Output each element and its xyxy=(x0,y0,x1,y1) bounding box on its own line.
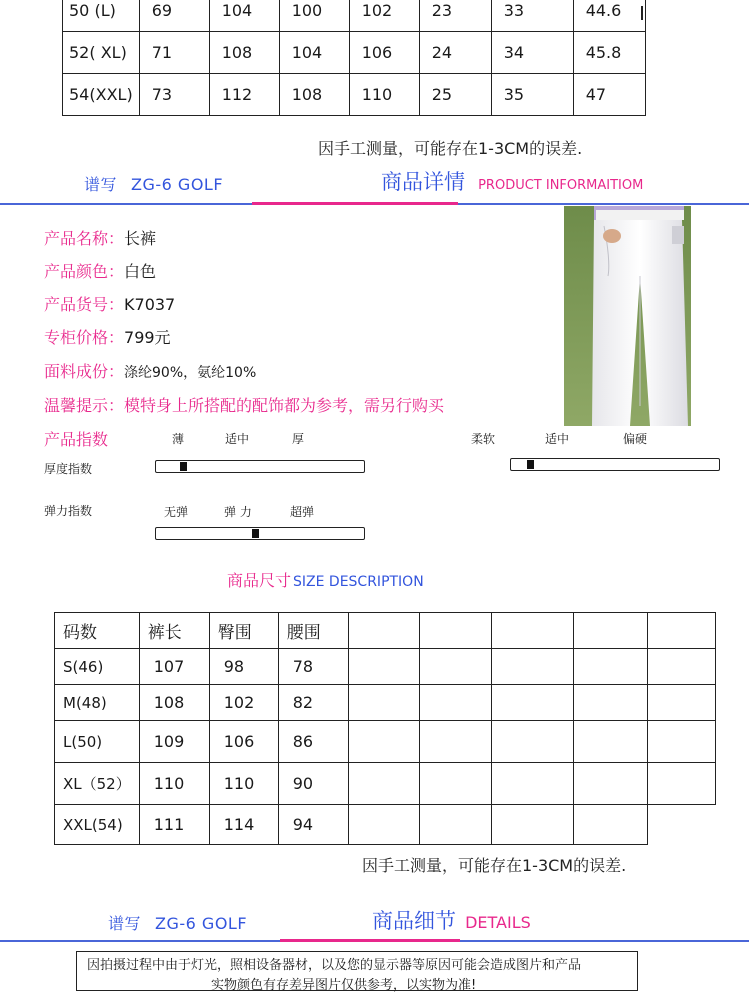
top-table-cell: 50 (L) xyxy=(63,0,140,32)
size-table-cell xyxy=(647,805,715,845)
info-value: 白色 xyxy=(124,262,157,281)
size-table-header-cell: 码数 xyxy=(55,613,140,649)
elasticity-indicator-bar xyxy=(155,527,365,540)
size-table-cell: 108 xyxy=(139,685,209,721)
thickness-tick-thin: 薄 xyxy=(172,432,185,446)
size-table-header-cell xyxy=(491,613,573,649)
model-photo xyxy=(564,206,691,426)
top-table-cell: 73 xyxy=(139,74,209,116)
size-table-header-cell xyxy=(647,613,715,649)
size-table-cell xyxy=(491,805,573,845)
size-table-cell xyxy=(647,649,715,685)
softness-tick-stiff: 偏硬 xyxy=(623,432,648,446)
size-table-cell: 106 xyxy=(209,721,278,763)
top-table-cell: 108 xyxy=(279,74,349,116)
top-table-cell: 33 xyxy=(491,0,573,32)
top-table-cell: 44.6 xyxy=(573,0,645,32)
top-table-cell: 69 xyxy=(139,0,209,32)
size-title-cn: 商品尺寸 xyxy=(227,571,292,590)
size-table-cell: 107 xyxy=(139,649,209,685)
size-table-header-cell xyxy=(419,613,491,649)
disclaimer-box xyxy=(76,951,638,991)
size-table-cell xyxy=(573,685,647,721)
size-table-cell xyxy=(348,685,419,721)
size-title-en: SIZE DESCRIPTION xyxy=(293,574,424,590)
info-label: 温馨提示： xyxy=(44,396,125,415)
size-table-cell: 98 xyxy=(209,649,278,685)
top-table-cell: 52( XL) xyxy=(63,32,140,74)
top-table-cell: 71 xyxy=(139,32,209,74)
size-table-cell: 109 xyxy=(139,721,209,763)
brand-name: ZG-6 GOLF xyxy=(155,914,248,933)
section-title-cn: 商品细节 xyxy=(372,909,456,933)
measurement-note-top: 因手工测量，可能存在1-3CM的误差. xyxy=(318,139,583,158)
size-table-header-cell: 腰围 xyxy=(278,613,348,649)
info-row xyxy=(44,325,171,348)
top-table-cell: 108 xyxy=(209,32,279,74)
brand-label-1 xyxy=(84,172,223,195)
size-table-header-row xyxy=(55,613,716,649)
section-title-en: PRODUCT INFORMAITIOM xyxy=(478,178,644,193)
size-table-cell xyxy=(419,721,491,763)
top-table-row xyxy=(63,74,646,116)
top-table-cell: 45.8 xyxy=(573,32,645,74)
size-table-cell: L(50) xyxy=(55,721,140,763)
size-table-cell xyxy=(348,805,419,845)
top-table-cell: 25 xyxy=(419,74,491,116)
elasticity-indicator-knob xyxy=(252,529,259,538)
info-row xyxy=(44,292,175,315)
size-table-cell: 102 xyxy=(209,685,278,721)
size-table-cell xyxy=(419,763,491,805)
info-row xyxy=(44,359,256,382)
size-table-cell: 78 xyxy=(278,649,348,685)
size-table-cell: 111 xyxy=(139,805,209,845)
size-table-cell xyxy=(573,649,647,685)
top-table-cell: 23 xyxy=(419,0,491,32)
size-table-cell xyxy=(419,649,491,685)
size-table-cell xyxy=(491,721,573,763)
brand-prefix: 谱写 xyxy=(108,914,142,933)
brand-name: ZG-6 GOLF xyxy=(131,175,224,194)
size-table-row xyxy=(55,763,716,805)
size-table-cell xyxy=(348,763,419,805)
size-table-cell xyxy=(419,805,491,845)
section-title-en: DETAILS xyxy=(465,913,531,932)
size-table-header-cell: 裤长 xyxy=(139,613,209,649)
elasticity-label: 弹力指数 xyxy=(44,504,93,518)
thickness-indicator-bar xyxy=(155,460,365,473)
brand-prefix: 谱写 xyxy=(84,175,118,194)
size-table-cell: 110 xyxy=(209,763,278,805)
size-table-row xyxy=(55,721,716,763)
divider-accent xyxy=(280,939,460,942)
top-table-cell: 34 xyxy=(491,32,573,74)
size-table-cell: M(48) xyxy=(55,685,140,721)
section-title-details xyxy=(372,905,531,935)
top-table-cell: 112 xyxy=(209,74,279,116)
size-table-header-cell xyxy=(348,613,419,649)
size-table-header-cell xyxy=(573,613,647,649)
size-table-cell xyxy=(647,685,715,721)
elasticity-tick-none: 无弹 xyxy=(164,505,189,519)
info-value: K7037 xyxy=(124,295,176,314)
top-table-cell: 104 xyxy=(279,32,349,74)
top-size-table xyxy=(62,0,646,116)
size-table xyxy=(54,612,716,845)
measurement-note-bottom: 因手工测量，可能存在1-3CM的误差. xyxy=(362,856,627,875)
size-table-cell: 82 xyxy=(278,685,348,721)
size-table-cell: 86 xyxy=(278,721,348,763)
size-table-cell: XXL(54) xyxy=(55,805,140,845)
section-title-cn: 商品详情 xyxy=(381,170,465,194)
cut-off-mark xyxy=(641,6,643,20)
size-table-cell xyxy=(573,805,647,845)
info-label: 产品名称： xyxy=(44,229,125,248)
top-table-row xyxy=(63,32,646,74)
thickness-indicator-knob xyxy=(180,462,187,471)
info-label: 产品颜色： xyxy=(44,262,125,281)
size-table-cell xyxy=(491,649,573,685)
thickness-tick-thick: 厚 xyxy=(292,432,305,446)
thickness-label: 厚度指数 xyxy=(44,462,93,476)
info-value: 涤纶90%，氨纶10% xyxy=(124,365,257,381)
top-table-cell: 110 xyxy=(349,74,419,116)
size-table-header-cell: 臀围 xyxy=(209,613,278,649)
size-table-cell xyxy=(491,685,573,721)
size-table-cell: XL（52） xyxy=(55,763,140,805)
size-table-cell xyxy=(348,649,419,685)
size-table-cell xyxy=(647,721,715,763)
size-table-cell xyxy=(647,763,715,805)
size-section-title xyxy=(227,568,424,591)
disclaimer-text-2: 实物颜色有存差异图片仅供参考，以实物为准! xyxy=(211,978,477,993)
size-table-cell xyxy=(348,721,419,763)
top-table-cell: 54(XXL) xyxy=(63,74,140,116)
info-row xyxy=(44,259,156,282)
elasticity-tick-medium: 弹 力 xyxy=(224,505,252,519)
thickness-tick-medium: 适中 xyxy=(225,432,250,446)
softness-tick-medium: 适中 xyxy=(545,432,570,446)
info-value: 799元 xyxy=(124,328,171,347)
product-index-title: 产品指数 xyxy=(44,430,109,449)
info-label: 专柜价格： xyxy=(44,328,125,347)
info-value: 模特身上所搭配的配饰都为参考，需另行购买 xyxy=(124,396,445,415)
size-table-cell xyxy=(573,721,647,763)
size-table-row xyxy=(55,649,716,685)
softness-indicator-knob xyxy=(527,460,534,469)
top-table-cell: 100 xyxy=(279,0,349,32)
size-table-row xyxy=(55,805,716,845)
size-table-cell xyxy=(491,763,573,805)
top-table-cell: 24 xyxy=(419,32,491,74)
softness-indicator-bar xyxy=(510,458,720,471)
size-table-cell: S(46) xyxy=(55,649,140,685)
size-table-cell: 90 xyxy=(278,763,348,805)
top-table-row xyxy=(63,0,646,32)
size-table-row xyxy=(55,685,716,721)
info-label: 产品货号： xyxy=(44,295,125,314)
top-table-cell: 35 xyxy=(491,74,573,116)
info-label: 面料成份： xyxy=(44,362,125,381)
info-row xyxy=(44,226,156,249)
size-table-cell: 110 xyxy=(139,763,209,805)
size-table-cell: 114 xyxy=(209,805,278,845)
softness-tick-soft: 柔软 xyxy=(471,432,496,446)
top-table-cell: 104 xyxy=(209,0,279,32)
info-value: 长裤 xyxy=(124,229,157,248)
info-row xyxy=(44,393,444,416)
section-title-product-info xyxy=(381,166,643,196)
size-table-cell: 94 xyxy=(278,805,348,845)
elasticity-tick-super: 超弹 xyxy=(290,505,315,519)
top-table-cell: 106 xyxy=(349,32,419,74)
brand-label-2 xyxy=(108,911,247,934)
size-table-cell xyxy=(573,763,647,805)
size-table-cell xyxy=(419,685,491,721)
top-table-cell: 102 xyxy=(349,0,419,32)
divider-accent xyxy=(252,202,458,205)
disclaimer-text-1: 因拍摄过程中由于灯光，照相设备器材，以及您的显示器等原因可能会造成图片和产品 xyxy=(87,958,582,973)
top-table-cell: 47 xyxy=(573,74,645,116)
